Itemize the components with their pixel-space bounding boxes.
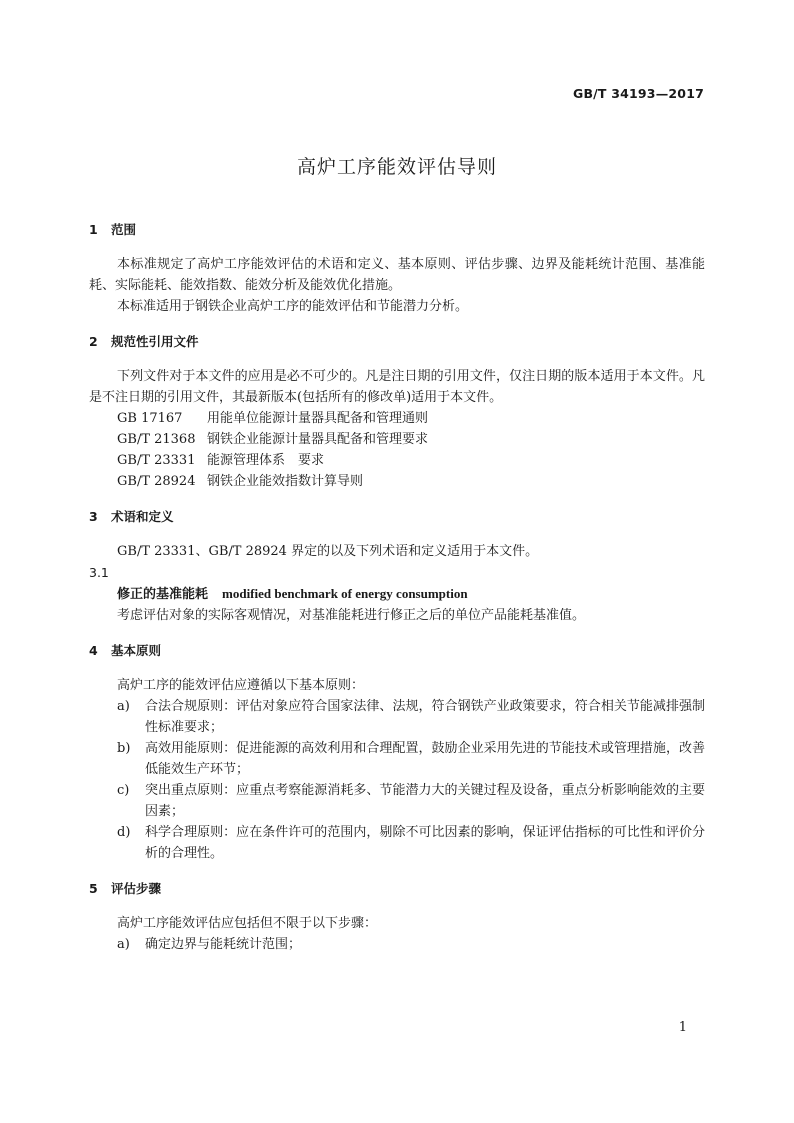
page-number: 1: [678, 1020, 687, 1035]
subsection-number: 3.1: [89, 565, 109, 580]
list-marker: d): [117, 825, 131, 840]
list-text: 确定边界与能耗统计范围；: [145, 937, 302, 952]
reference-code: GB/T 23331: [117, 453, 196, 468]
section-1-paragraph-2: 本标准适用于钢铁企业高炉工序的能效评估和节能潜力分析。: [117, 299, 469, 314]
list-marker: b): [117, 741, 131, 756]
section-5-paragraph-1: 高炉工序能效评估应包括但不限于以下步骤：: [117, 916, 378, 931]
section-number: 5: [89, 881, 98, 896]
reference-title: 钢铁企业能效指数计算导则: [207, 474, 364, 489]
list-marker: c): [117, 783, 130, 798]
list-item: [89, 934, 705, 955]
reference-title: 用能单位能源计量器具配备和管理通则: [207, 411, 429, 426]
section-2-paragraph-1: 下列文件对于本文件的应用是必不可少的。凡是注日期的引用文件，仅注日期的版本适用于本文件。凡是不注日期的引用文件，其最新版本(包括所有的修改单)适用于本文件。: [89, 369, 705, 405]
list-item: [89, 822, 705, 864]
section-title: 评估步骤: [111, 881, 162, 896]
term-definition: 考虑评估对象的实际客观情况，对基准能耗进行修正之后的单位产品能耗基准值。: [117, 608, 586, 623]
reference-item: [89, 471, 705, 492]
section-3-paragraph-1: GB/T 23331、GB/T 28924 界定的以及下列术语和定义适用于本文件。: [117, 544, 539, 559]
section-number: 4: [89, 643, 98, 658]
list-text: 突出重点原则：应重点考察能源消耗多、节能潜力大的关键过程及设备，重点分析影响能效的主要因素；: [145, 783, 705, 819]
reference-code: GB/T 28924: [117, 474, 196, 489]
list-text: 科学合理原则：应在条件许可的范围内，剔除不可比因素的影响，保证评估指标的可比性和评价分析的合理性。: [145, 825, 705, 861]
term-english: modified benchmark of energy consumption: [222, 586, 468, 601]
reference-title: 钢铁企业能源计量器具配备和管理要求: [207, 432, 429, 447]
section-title: 范围: [111, 222, 137, 237]
section-2-heading: [89, 331, 705, 352]
reference-item: [89, 408, 705, 429]
list-item: [89, 696, 705, 738]
reference-code: GB/T 21368: [117, 432, 196, 447]
reference-item: [89, 450, 705, 471]
section-title: 术语和定义: [111, 509, 174, 524]
document-title: 高炉工序能效评估导则: [296, 156, 497, 178]
reference-title: 能源管理体系 要求: [207, 453, 325, 468]
section-1-paragraph-1: 本标准规定了高炉工序能效评估的术语和定义、基本原则、评估步骤、边界及能耗统计范围、基准能耗、实际能耗、能效指数、能效分析及能效优化措施。: [89, 257, 705, 293]
section-number: 3: [89, 509, 98, 524]
list-text: 高效用能原则：促进能源的高效利用和合理配置，鼓励企业采用先进的节能技术或管理措施，改善低能效生产环节；: [145, 741, 705, 777]
section-title: 基本原则: [111, 643, 162, 658]
reference-code: GB 17167: [117, 411, 183, 426]
standard-code: GB/T 34193—2017: [572, 86, 704, 101]
term-entry: [89, 583, 705, 605]
list-marker: a): [117, 699, 130, 714]
section-number: 1: [89, 222, 98, 237]
term-chinese: 修正的基准能耗: [117, 587, 209, 602]
section-number: 2: [89, 334, 98, 349]
section-3-heading: [89, 506, 705, 527]
document-body: [89, 219, 705, 955]
reference-item: [89, 429, 705, 450]
list-item: [89, 780, 705, 822]
list-text: 合法合规原则：评估对象应符合国家法律、法规，符合钢铁产业政策要求，符合相关节能减排强制性标准要求；: [145, 699, 705, 735]
list-item: [89, 738, 705, 780]
section-5-heading: [89, 878, 705, 899]
list-marker: a): [117, 937, 130, 952]
section-4-paragraph-1: 高炉工序的能效评估应遵循以下基本原则：: [117, 678, 365, 693]
section-1-heading: [89, 219, 705, 240]
section-4-heading: [89, 640, 705, 661]
section-title: 规范性引用文件: [111, 334, 199, 349]
